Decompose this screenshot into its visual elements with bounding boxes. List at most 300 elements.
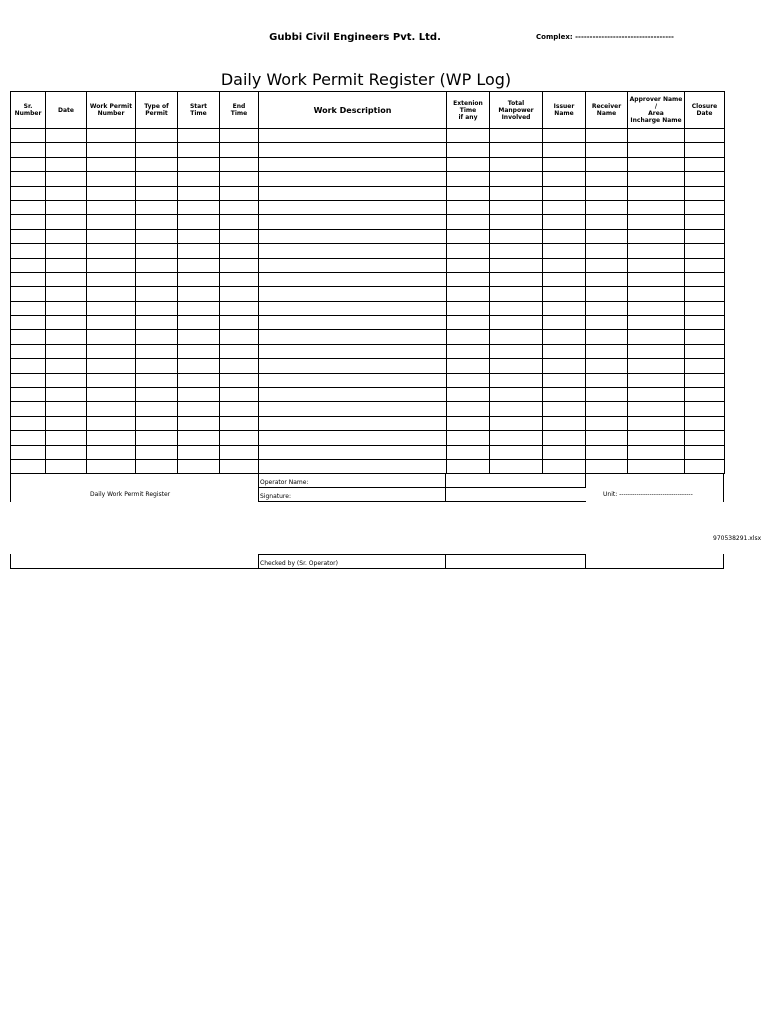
col-start-time: Start Time	[178, 92, 220, 129]
table-cell	[259, 359, 447, 373]
table-cell	[46, 287, 87, 301]
table-cell	[46, 215, 87, 229]
table-cell	[259, 402, 447, 416]
table-cell	[543, 402, 586, 416]
table-cell	[447, 129, 490, 143]
table-cell	[46, 172, 87, 186]
operator-name-label: Operator Name:	[260, 479, 309, 486]
table-cell	[11, 129, 46, 143]
table-cell	[46, 258, 87, 272]
table-cell	[586, 172, 628, 186]
table-cell	[490, 200, 543, 214]
table-row	[11, 229, 725, 243]
table-row	[11, 373, 725, 387]
table-cell	[220, 157, 259, 171]
table-row	[11, 316, 725, 330]
table-cell	[259, 157, 447, 171]
table-cell	[87, 229, 136, 243]
table-cell	[178, 301, 220, 315]
col-extension-time: Extenion Time if any	[447, 92, 490, 129]
table-cell	[586, 229, 628, 243]
table-row	[11, 258, 725, 272]
table-cell	[543, 229, 586, 243]
table-cell	[136, 272, 178, 286]
table-cell	[259, 244, 447, 258]
table-cell	[178, 373, 220, 387]
table-cell	[543, 258, 586, 272]
table-row	[11, 416, 725, 430]
table-cell	[11, 416, 46, 430]
table-cell	[586, 402, 628, 416]
table-cell	[586, 459, 628, 473]
col-date: Date	[46, 92, 87, 129]
table-cell	[543, 416, 586, 430]
table-cell	[586, 200, 628, 214]
table-cell	[220, 402, 259, 416]
table-cell	[136, 344, 178, 358]
table-cell	[586, 316, 628, 330]
table-cell	[447, 330, 490, 344]
table-cell	[11, 215, 46, 229]
table-cell	[178, 445, 220, 459]
table-cell	[586, 244, 628, 258]
table-cell	[447, 157, 490, 171]
footer-divider	[445, 554, 446, 569]
table-cell	[259, 200, 447, 214]
table-cell	[586, 301, 628, 315]
table-cell	[628, 359, 685, 373]
table-cell	[447, 186, 490, 200]
table-cell	[543, 272, 586, 286]
table-row	[11, 459, 725, 473]
table-cell	[11, 373, 46, 387]
footer-divider	[585, 554, 586, 569]
table-cell	[220, 301, 259, 315]
table-row	[11, 129, 725, 143]
table-cell	[685, 373, 725, 387]
table-cell	[11, 172, 46, 186]
table-cell	[87, 200, 136, 214]
col-type-of-permit: Type of Permit	[136, 92, 178, 129]
table-cell	[87, 431, 136, 445]
table-cell	[490, 388, 543, 402]
table-header-row	[11, 92, 725, 129]
table-cell	[685, 316, 725, 330]
table-cell	[685, 402, 725, 416]
footer-rule	[258, 487, 586, 488]
signature-label: Signature:	[260, 493, 291, 500]
table-row	[11, 215, 725, 229]
table-cell	[46, 459, 87, 473]
table-cell	[11, 388, 46, 402]
table-cell	[220, 416, 259, 430]
table-cell	[447, 215, 490, 229]
table-cell	[46, 316, 87, 330]
table-cell	[543, 143, 586, 157]
table-cell	[220, 215, 259, 229]
table-cell	[628, 431, 685, 445]
table-cell	[136, 445, 178, 459]
table-cell	[220, 172, 259, 186]
table-cell	[685, 301, 725, 315]
table-cell	[178, 272, 220, 286]
table-cell	[11, 287, 46, 301]
table-cell	[11, 258, 46, 272]
table-cell	[586, 157, 628, 171]
table-cell	[490, 316, 543, 330]
table-row	[11, 244, 725, 258]
table-cell	[543, 287, 586, 301]
table-cell	[136, 388, 178, 402]
table-cell	[46, 373, 87, 387]
table-cell	[543, 157, 586, 171]
footer-divider	[258, 554, 259, 569]
table-cell	[259, 272, 447, 286]
table-cell	[87, 316, 136, 330]
col-receiver-name: Receiver Name	[586, 92, 628, 129]
table-cell	[11, 301, 46, 315]
table-cell	[136, 373, 178, 387]
table-cell	[490, 330, 543, 344]
col-end-time: End Time	[220, 92, 259, 129]
table-cell	[178, 287, 220, 301]
page-title: Daily Work Permit Register (WP Log)	[220, 70, 512, 89]
table-cell	[543, 200, 586, 214]
table-row	[11, 172, 725, 186]
table-cell	[543, 172, 586, 186]
table-cell	[543, 186, 586, 200]
table-cell	[259, 416, 447, 430]
table-cell	[543, 215, 586, 229]
table-cell	[628, 157, 685, 171]
table-cell	[136, 459, 178, 473]
table-cell	[447, 445, 490, 459]
table-cell	[46, 272, 87, 286]
table-cell	[178, 388, 220, 402]
unit-field: Unit: ----------------------------------	[603, 491, 693, 498]
table-row	[11, 157, 725, 171]
col-issuer-name: Issuer Name	[543, 92, 586, 129]
table-cell	[87, 459, 136, 473]
table-cell	[685, 431, 725, 445]
table-cell	[628, 229, 685, 243]
table-cell	[259, 445, 447, 459]
table-cell	[685, 229, 725, 243]
table-cell	[490, 244, 543, 258]
table-cell	[586, 431, 628, 445]
table-cell	[11, 330, 46, 344]
table-cell	[490, 301, 543, 315]
table-cell	[46, 301, 87, 315]
table-cell	[11, 359, 46, 373]
table-cell	[628, 330, 685, 344]
table-cell	[220, 373, 259, 387]
table-cell	[259, 186, 447, 200]
table-cell	[220, 330, 259, 344]
table-cell	[87, 143, 136, 157]
table-cell	[136, 200, 178, 214]
table-row	[11, 186, 725, 200]
table-cell	[586, 359, 628, 373]
table-cell	[220, 143, 259, 157]
table-cell	[11, 157, 46, 171]
table-cell	[87, 258, 136, 272]
table-cell	[87, 157, 136, 171]
table-cell	[87, 402, 136, 416]
table-cell	[220, 459, 259, 473]
table-cell	[136, 402, 178, 416]
table-row	[11, 143, 725, 157]
table-cell	[586, 287, 628, 301]
table-cell	[490, 416, 543, 430]
table-cell	[490, 129, 543, 143]
table-cell	[586, 373, 628, 387]
table-cell	[136, 258, 178, 272]
footer-rule	[258, 554, 586, 555]
table-cell	[136, 129, 178, 143]
table-cell	[259, 459, 447, 473]
table-cell	[586, 215, 628, 229]
table-cell	[11, 186, 46, 200]
table-cell	[46, 359, 87, 373]
table-cell	[447, 388, 490, 402]
table-cell	[586, 143, 628, 157]
table-cell	[628, 388, 685, 402]
table-cell	[87, 359, 136, 373]
table-cell	[220, 445, 259, 459]
table-cell	[46, 445, 87, 459]
table-cell	[628, 215, 685, 229]
company-name: Gubbi Civil Engineers Pvt. Ltd.	[269, 32, 441, 43]
table-cell	[685, 143, 725, 157]
table-cell	[87, 287, 136, 301]
table-cell	[447, 344, 490, 358]
table-row	[11, 330, 725, 344]
table-cell	[87, 186, 136, 200]
table-cell	[259, 258, 447, 272]
table-cell	[178, 172, 220, 186]
table-cell	[178, 344, 220, 358]
table-cell	[543, 301, 586, 315]
table-cell	[220, 200, 259, 214]
footer-rule	[258, 501, 586, 502]
table-cell	[628, 301, 685, 315]
table-cell	[586, 445, 628, 459]
table-cell	[490, 215, 543, 229]
table-cell	[543, 244, 586, 258]
table-cell	[628, 143, 685, 157]
table-cell	[46, 431, 87, 445]
table-cell	[220, 359, 259, 373]
table-cell	[178, 359, 220, 373]
table-cell	[628, 200, 685, 214]
table-cell	[685, 287, 725, 301]
table-cell	[543, 129, 586, 143]
table-cell	[220, 129, 259, 143]
table-cell	[543, 388, 586, 402]
table-cell	[490, 172, 543, 186]
table-cell	[136, 186, 178, 200]
table-cell	[220, 258, 259, 272]
table-cell	[136, 143, 178, 157]
table-cell	[46, 129, 87, 143]
table-cell	[136, 416, 178, 430]
table-row	[11, 431, 725, 445]
table-cell	[178, 229, 220, 243]
table-cell	[11, 431, 46, 445]
table-cell	[447, 287, 490, 301]
table-cell	[543, 316, 586, 330]
footer-register-label: Daily Work Permit Register	[90, 491, 171, 498]
table-cell	[628, 272, 685, 286]
table-cell	[628, 445, 685, 459]
table-cell	[447, 200, 490, 214]
table-cell	[543, 330, 586, 344]
table-cell	[628, 316, 685, 330]
table-cell	[490, 373, 543, 387]
table-cell	[490, 445, 543, 459]
table-cell	[490, 272, 543, 286]
table-cell	[87, 416, 136, 430]
table-cell	[685, 186, 725, 200]
table-cell	[543, 459, 586, 473]
table-cell	[136, 330, 178, 344]
table-cell	[46, 143, 87, 157]
table-cell	[220, 272, 259, 286]
table-cell	[178, 316, 220, 330]
table-cell	[259, 301, 447, 315]
table-row	[11, 301, 725, 315]
table-cell	[447, 373, 490, 387]
table-cell	[685, 359, 725, 373]
table-cell	[220, 186, 259, 200]
table-cell	[586, 416, 628, 430]
table-cell	[447, 301, 490, 315]
table-row	[11, 200, 725, 214]
col-work-description: Work Description	[259, 92, 447, 129]
table-cell	[490, 143, 543, 157]
table-row	[11, 445, 725, 459]
table-cell	[259, 287, 447, 301]
table-cell	[87, 172, 136, 186]
table-cell	[46, 388, 87, 402]
table-cell	[628, 129, 685, 143]
table-cell	[11, 316, 46, 330]
table-cell	[178, 330, 220, 344]
table-cell	[46, 186, 87, 200]
checked-by-label: Checked by (Sr. Operator)	[260, 560, 338, 567]
table-cell	[259, 373, 447, 387]
table-cell	[628, 172, 685, 186]
table-cell	[87, 445, 136, 459]
table-cell	[259, 143, 447, 157]
table-cell	[259, 316, 447, 330]
table-cell	[685, 330, 725, 344]
table-cell	[11, 272, 46, 286]
table-cell	[259, 344, 447, 358]
table-cell	[46, 416, 87, 430]
table-cell	[685, 244, 725, 258]
table-cell	[11, 459, 46, 473]
table-cell	[447, 402, 490, 416]
table-cell	[178, 157, 220, 171]
col-closure-date: Closure Date	[685, 92, 725, 129]
table-cell	[46, 200, 87, 214]
table-cell	[136, 215, 178, 229]
table-cell	[178, 143, 220, 157]
table-cell	[87, 129, 136, 143]
table-cell	[685, 416, 725, 430]
table-cell	[685, 200, 725, 214]
table-cell	[490, 157, 543, 171]
table-cell	[628, 344, 685, 358]
table-cell	[447, 431, 490, 445]
table-cell	[586, 129, 628, 143]
table-cell	[136, 172, 178, 186]
table-cell	[685, 272, 725, 286]
table-cell	[447, 272, 490, 286]
table-cell	[490, 258, 543, 272]
table-cell	[685, 157, 725, 171]
table-cell	[259, 431, 447, 445]
table-cell	[259, 388, 447, 402]
table-cell	[543, 344, 586, 358]
table-cell	[11, 143, 46, 157]
work-permit-log-table	[10, 91, 725, 474]
col-work-permit-number: Work Permit Number	[87, 92, 136, 129]
table-cell	[628, 186, 685, 200]
table-cell	[490, 229, 543, 243]
table-cell	[178, 459, 220, 473]
table-cell	[685, 459, 725, 473]
table-cell	[136, 229, 178, 243]
table-cell	[628, 459, 685, 473]
table-cell	[447, 258, 490, 272]
table-cell	[46, 244, 87, 258]
table-cell	[46, 229, 87, 243]
col-approver-name: Approver Name / Area Incharge Name	[628, 92, 685, 129]
file-reference: 970538291.xlsx	[713, 535, 762, 542]
table-cell	[87, 344, 136, 358]
table-cell	[220, 244, 259, 258]
table-cell	[87, 244, 136, 258]
table-cell	[178, 215, 220, 229]
table-cell	[46, 344, 87, 358]
table-cell	[685, 445, 725, 459]
table-cell	[87, 215, 136, 229]
table-cell	[490, 459, 543, 473]
table-cell	[11, 244, 46, 258]
table-cell	[178, 258, 220, 272]
table-cell	[447, 229, 490, 243]
table-cell	[685, 258, 725, 272]
table-cell	[543, 445, 586, 459]
table-cell	[87, 272, 136, 286]
table-cell	[685, 344, 725, 358]
table-cell	[46, 157, 87, 171]
table-cell	[136, 359, 178, 373]
table-cell	[87, 388, 136, 402]
table-cell	[11, 445, 46, 459]
table-row	[11, 272, 725, 286]
footer-divider	[10, 554, 11, 569]
table-cell	[136, 287, 178, 301]
table-cell	[178, 129, 220, 143]
table-cell	[259, 172, 447, 186]
table-cell	[11, 200, 46, 214]
table-cell	[628, 244, 685, 258]
table-cell	[447, 143, 490, 157]
